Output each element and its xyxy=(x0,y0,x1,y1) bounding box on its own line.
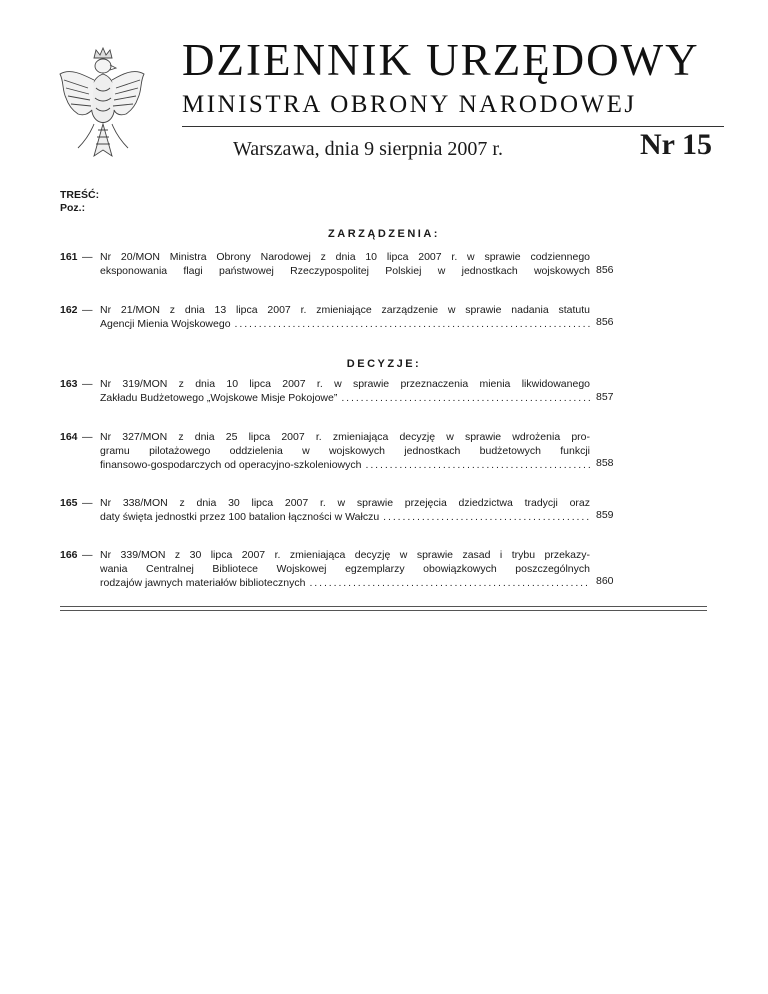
toc-entry-166[interactable] xyxy=(60,548,590,590)
dot-leader xyxy=(305,576,590,590)
toc-entry-165[interactable] xyxy=(60,496,590,524)
entry-line: Nr 21/MON z dnia 13 lipca 2007 r. zmieniające zarządzenie w sprawie nadania statutu xyxy=(100,304,590,316)
entry-number: 166 xyxy=(60,549,78,561)
entry-number: 163 xyxy=(60,378,78,390)
position-label: Poz.: xyxy=(60,202,86,214)
journal-title: DZIENNIK URZĘDOWY xyxy=(182,35,700,85)
entry-number: 164 xyxy=(60,431,78,443)
toc-entry-162[interactable] xyxy=(60,303,590,331)
entry-line: eksponowania flagi państwowej Rzeczypospolitej Polskiej w jednostkach wojskowych xyxy=(100,265,590,277)
issue-date: Warszawa, dnia 9 sierpnia 2007 r. xyxy=(233,138,503,160)
entry-page-number: 856 xyxy=(596,264,614,276)
entry-page-number: 857 xyxy=(596,391,614,403)
entry-dash: — xyxy=(82,549,93,561)
entry-page-number: 858 xyxy=(596,457,614,469)
entry-page-number: 860 xyxy=(596,575,614,587)
entry-line: Nr 339/MON z 30 lipca 2007 r. zmieniająca decyzję w sprawie zasad i trybu przekazy- xyxy=(100,549,590,561)
entry-dash: — xyxy=(82,497,93,509)
entry-number: 161 xyxy=(60,251,78,263)
dot-leader xyxy=(231,317,590,331)
dot-leader xyxy=(361,458,590,472)
entry-number: 165 xyxy=(60,497,78,509)
footer-rule xyxy=(60,610,707,611)
entry-line: wania Centralnej Bibliotece Wojskowej egzemplarzy obowiązkowych poszczególnych xyxy=(100,563,590,575)
entry-dash: — xyxy=(82,378,93,390)
entry-line: daty święta jednostki przez 100 batalion łączności w Wałczu xyxy=(100,511,380,523)
issue-number: Nr 15 xyxy=(640,128,712,161)
polish-eagle-icon xyxy=(56,44,146,162)
toc-entry-163[interactable] xyxy=(60,377,590,405)
toc-entry-161[interactable] xyxy=(60,250,590,278)
entry-line: Nr 338/MON z dnia 30 lipca 2007 r. w sprawie przejęcia dziedzictwa tradycji oraz xyxy=(100,497,590,509)
entry-line: Nr 327/MON z dnia 25 lipca 2007 r. zmieniająca decyzję w sprawie wdrożenia pro- xyxy=(100,431,590,443)
entry-line: gramu pilotażowego oddzielenia w wojskowych jednostkach budżetowych funkcji xyxy=(100,445,590,457)
entry-line: rodzajów jawnych materiałów bibliotecznych xyxy=(100,577,306,589)
footer-rule xyxy=(60,606,707,607)
toc-entry-164[interactable] xyxy=(60,430,590,472)
entry-dash: — xyxy=(82,431,93,443)
entry-number: 162 xyxy=(60,304,78,316)
entry-page-number: 859 xyxy=(596,509,614,521)
dot-leader xyxy=(337,391,590,405)
header-rule xyxy=(182,126,724,127)
section-heading-decisions: DECYZJE: xyxy=(346,358,422,370)
entry-line: Zakładu Budżetowego „Wojskowe Misje Pokojowe” xyxy=(100,392,338,404)
entry-line: Nr 319/MON z dnia 10 lipca 2007 r. w sprawie przeznaczenia mienia likwidowanego xyxy=(100,378,590,390)
section-heading-orders: ZARZĄDZENIA: xyxy=(328,228,440,240)
contents-header xyxy=(60,189,99,215)
entry-line: Agencji Mienia Wojskowego xyxy=(100,318,231,330)
entry-dash: — xyxy=(82,304,93,316)
journal-subtitle: MINISTRA OBRONY NARODOWEJ xyxy=(182,91,637,118)
dot-leader xyxy=(379,510,590,524)
contents-label: TREŚĆ: xyxy=(60,189,100,201)
entry-line: Nr 20/MON Ministra Obrony Narodowej z dnia 10 lipca 2007 r. w sprawie codziennego xyxy=(100,251,590,263)
entry-page-number: 856 xyxy=(596,316,614,328)
entry-line: finansowo-gospodarczych od operacyjno-szkoleniowych xyxy=(100,459,362,471)
entry-dash: — xyxy=(82,251,93,263)
